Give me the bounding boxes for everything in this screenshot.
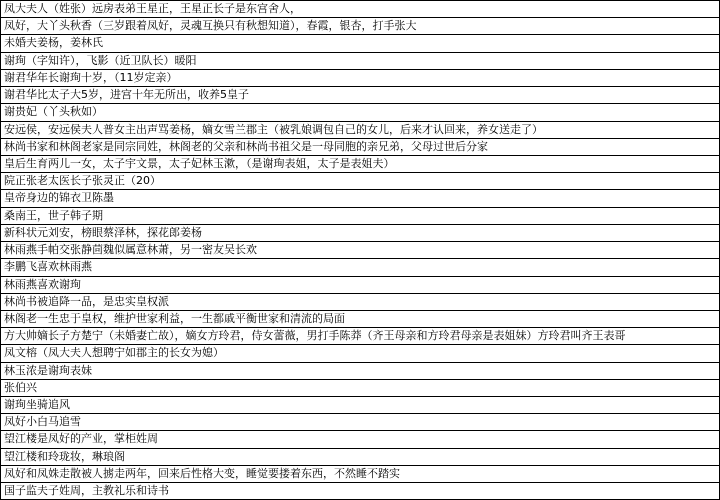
table-row[interactable] <box>1 259 719 276</box>
table-row[interactable] <box>1 1 719 18</box>
table-cell[interactable]: 国子监夫子姓周，主教礼乐和诗书 <box>4 484 169 498</box>
table-cell[interactable]: 谢珣（字知许），飞影（近卫队长）暖阳 <box>4 53 197 67</box>
table-row[interactable] <box>1 53 719 70</box>
table-row[interactable] <box>1 208 719 225</box>
table-cell[interactable]: 皇帝身边的锦衣卫陈墨 <box>4 191 114 205</box>
table-row[interactable] <box>1 242 719 259</box>
table-cell[interactable]: 方大帅嫡长子方楚宁（未婚妻亡故），嫡女方玲君，侍女蕾薇，男打手陈莽（齐王母亲和方玲君母亲是表姐妹）方玲君叫齐王表哥 <box>4 329 626 343</box>
table-row[interactable] <box>1 380 719 397</box>
table-cell[interactable]: 林尚书家和林阁老家是同宗同姓，林阁老的父亲和林尚书祖父是一母同胞的亲兄弟，父母过世后分家 <box>4 139 488 153</box>
table-cell[interactable]: 新科状元刘安，榜眼蔡泽林，探花郎姜杨 <box>4 225 202 239</box>
table-row[interactable] <box>1 35 719 52</box>
table-cell[interactable]: 未婚夫姜杨，姜林氏 <box>4 36 103 50</box>
table-row[interactable] <box>1 431 719 448</box>
table-row[interactable] <box>1 122 719 139</box>
table-row[interactable] <box>1 449 719 466</box>
table-cell[interactable]: 谢贵妃（丫头秋如） <box>4 105 103 119</box>
table-cell[interactable]: 谢君华年长谢珣十岁，（11岁定亲） <box>4 70 178 84</box>
table-row[interactable] <box>1 87 719 104</box>
table-row[interactable] <box>1 328 719 345</box>
table-cell[interactable]: 林阁老一生忠于皇权，维护世家利益，一生都戚平衡世家和清流的局面 <box>4 311 345 325</box>
table-row[interactable] <box>1 104 719 121</box>
table-row[interactable] <box>1 483 719 500</box>
table-row[interactable] <box>1 397 719 414</box>
table-cell[interactable]: 凤好和凤姝走散被人掳走两年，回来后性格大变，睡觉要搂着东西，不然睡不踏实 <box>4 466 400 480</box>
table-cell[interactable]: 林尚书被追降一品，是忠实皇权派 <box>4 294 169 308</box>
table-row[interactable] <box>1 139 719 156</box>
table-cell[interactable]: 凤大夫人（姓张）远房表弟王星正，王星正长子是东宫舍人， <box>4 2 301 15</box>
table-cell[interactable]: 皇后生育两儿一女，太子宇文景，太子妃林玉漱，（是谢珣表姐，太子是表姐夫） <box>4 156 395 170</box>
table-row[interactable] <box>1 225 719 242</box>
table-cell[interactable]: 林雨燕手帕交张静茴魏似属意林萧，另一密友吴长欢 <box>4 243 257 257</box>
table-cell[interactable]: 林雨燕喜欢谢珣 <box>4 277 81 291</box>
table-row[interactable] <box>1 294 719 311</box>
table-row[interactable] <box>1 190 719 207</box>
table-cell[interactable]: 凤好小白马追雪 <box>4 415 81 429</box>
table-row[interactable] <box>1 345 719 362</box>
table-row[interactable] <box>1 311 719 328</box>
table-cell[interactable]: 院正张老太医长子张灵正（20） <box>4 174 161 188</box>
table-row[interactable] <box>1 466 719 483</box>
table-cell[interactable]: 林玉浓是谢珣表妹 <box>4 363 92 377</box>
table-cell[interactable]: 凤文榕（凤大夫人想聘宁如郡主的长女为媳） <box>4 346 224 360</box>
table-cell[interactable]: 张伯兴 <box>4 380 37 394</box>
table-cell[interactable]: 凤好，大丫头秋香（三岁跟着凤好，灵魂互换只有秋想知道），春霞，银杏，打手张大 <box>4 19 417 33</box>
table-cell[interactable]: 谢珣坐骑追风 <box>4 398 70 412</box>
table-cell[interactable]: 望江楼是凤好的产业，掌柜姓周 <box>4 432 158 446</box>
table-row[interactable] <box>1 18 719 35</box>
table-row[interactable] <box>1 277 719 294</box>
table-cell[interactable]: 桑南王，世子韩子期 <box>4 208 103 222</box>
table-cell[interactable]: 谢君华比太子大5岁，进宫十年无所出，收养5皇子 <box>4 88 249 102</box>
table-row[interactable] <box>1 363 719 380</box>
table-cell[interactable]: 李鹏飞喜欢林雨燕 <box>4 260 92 274</box>
table-row[interactable] <box>1 156 719 173</box>
table-row[interactable] <box>1 414 719 431</box>
table-row[interactable] <box>1 173 719 190</box>
table-cell[interactable]: 望江楼和玲珑妆，琳琅阁 <box>4 449 125 463</box>
table-row[interactable] <box>1 70 719 87</box>
table-cell[interactable]: 安远侯，安远侯夫人普女主出声骂姜杨，嫡女雪兰郡主（被乳娘调包自己的女儿，后来才认回来，养女送走了） <box>4 122 543 136</box>
